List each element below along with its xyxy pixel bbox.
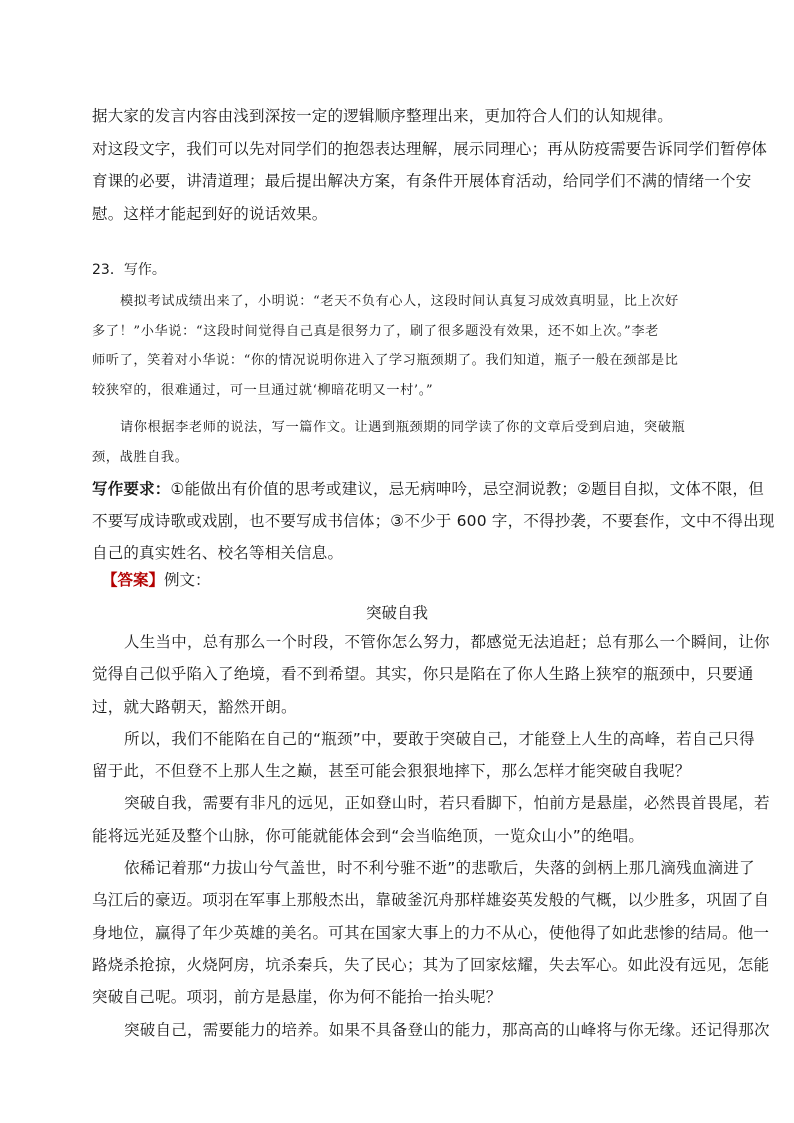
essay-line: 能将远光延及整个山脉，你可能就能体会到“会当临绝顶，一览众山小”的绝唱。 [92,826,645,845]
essay-line: 所以，我们不能陷在自己的“瓶颈”中，要敢于突破自己，才能登上人生的高峰，若自己只得 [124,729,755,748]
answer-label: 【答案】 [102,571,165,589]
essay-line: 觉得自己似乎陷入了绝境，看不到希望。其实，你只是陷在了你人生路上狭窄的瓶颈中，只要通 [92,665,754,684]
explanation-line: 对这段文字，我们可以先对同学们的抱怨表达理解，展示同理心；再从防疫需要告诉同学们暂停体 [92,139,768,158]
essay-line: 突破自己，需要能力的培养。如果不具备登山的能力，那高高的山峰将与你无缘。还记得那次 [124,1020,770,1039]
requirements-line: 不要写成诗歌或戏剧，也不要写成书信体；③不少于 600 字，不得抄袭，不要套作，文中不得出现 [92,512,775,530]
writing-requirements [92,473,775,569]
essay-line: 人生当中，总有那么一个时段，不管你怎么努力，都感觉无法追赶；总有那么一个瞬间，让你 [124,633,770,651]
answer-heading [102,567,712,593]
essay-line: 过，就大路朝天，豁然开朗。 [92,697,297,716]
explanation-line: 慰。这样才能起到好的说话效果。 [92,204,328,223]
essay-line: 身地位，赢得了年少英雄的美名。可其在国家大事上的力不从心，使他得了如此悲惨的结局。他一 [92,923,770,942]
prompt-line: 师听了，笑着对小华说：“你的情况说明你进入了学习瓶颈期了。我们知道，瓶子一般在颈部是比 [92,353,679,368]
requirements-line [92,473,764,505]
explanation-line: 据大家的发言内容由浅到深按一定的逻辑顺序整理出来，更加符合人们的认知规律。 [92,107,673,125]
explanation-line: 育课的必要，讲清道理；最后提出解决方案，有条件开展体育活动，给同学们不满的情绪一个安 [92,172,752,190]
writing-prompt-material [92,287,702,405]
essay-line: 突破自我，需要有非凡的远见，正如登山时，若只看脚下，怕前方是悬崖，必然畏首畏尾，若 [124,794,770,813]
task-line: 颈，战胜自我。 [92,450,189,465]
essay-title: 突破自我 [365,604,428,622]
writing-task [92,413,702,473]
requirements-line: 自己的真实姓名、校名等相关信息。 [92,544,344,562]
task-line: 请你根据李老师的说法，写一篇作文。让遇到瓶颈期的同学读了你的文章后受到启迪，突破瓶 [120,420,686,435]
essay-line: 突破自己呢。项羽，前方是悬崖，你为何不能抬一抬头呢？ [92,988,502,1007]
essay-body [92,626,770,1046]
essay-line: 留于此，不但登不上那人生之巅，甚至可能会狠狠地摔下，那么怎样才能突破自我呢？ [92,762,691,781]
answer-label-suffix: 例文： [164,571,211,589]
question-number-title: 23．写作。 [92,262,166,278]
requirements-label: 写作要求： [92,480,171,498]
essay-line: 依稀记着那“力拔山兮气盖世，时不利兮骓不逝”的悲歌后，失落的剑柄上那几滴残血滴进了 [124,859,755,878]
answer-explanation [92,100,768,230]
prompt-line: 模拟考试成绩出来了，小明说：“老天不负有心人，这段时间认真复习成效真明显，比上次好 [120,294,679,309]
essay-line: 乌江后的豪迈。项羽在军事上那般杰出，靠破釜沉舟那样雄姿英发般的气概，以少胜多，巩固了自 [92,891,770,910]
requirements-text: ①能做出有价值的思考或建议，忌无病呻吟，忌空洞说教；②题目自拟，文体不限，但 [170,480,764,498]
prompt-line: 多了！”小华说：“这段时间觉得自己真是很努力了，刷了很多题没有效果，还不如上次。”李老 [92,323,659,339]
essay-line: 路烧杀抢掠，火烧阿房，坑杀秦兵，失了民心；其为了回家炫耀，失去军心。如此没有远见，怎能 [92,955,770,974]
prompt-line: 较狭窄的，很难通过，可一旦通过就‘柳暗花明又一村’。” [92,382,434,398]
